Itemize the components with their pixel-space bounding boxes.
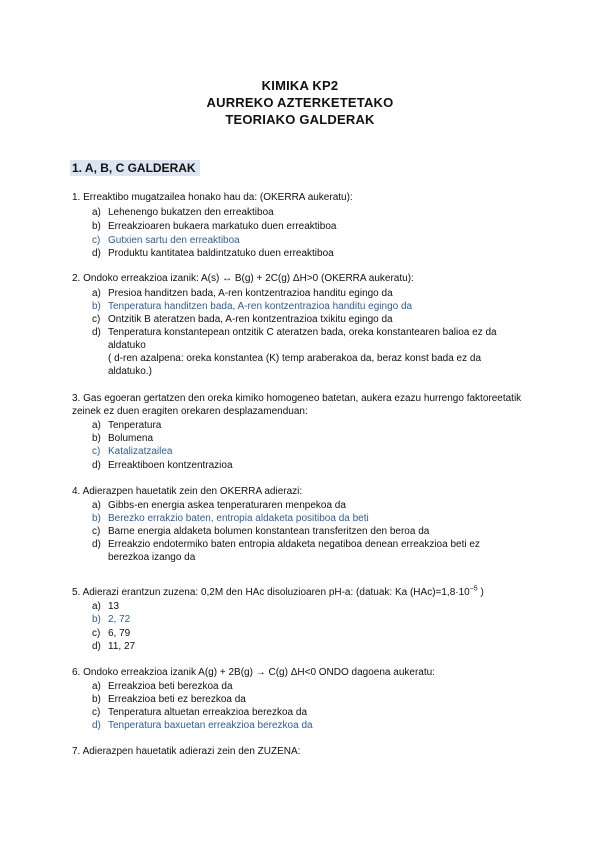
option-letter: d) [92,460,101,471]
question-7: 7. Adierazpen hauetatik adierazi zein den ZUZENA: [72,746,301,757]
option-text: Erreakzioa beti berezkoa da [108,681,233,692]
option-letter: a) [92,207,101,218]
option-letter: b) [92,301,101,312]
option-letter: b) [92,433,101,444]
option-text: Tenperatura baxuetan erreakzioa berezkoa da [108,720,313,731]
exponent: −5 [469,585,478,593]
option-letter: d) [92,539,101,550]
option-text: Lehenengo bukatzen den erreaktiboa [108,207,274,218]
option-letter: c) [92,314,101,325]
option-text: Gutxien sartu den erreaktiboa [108,235,240,246]
option-text: Erreakzio endotermiko baten entropia aldaketa negatiboa denean erreakzioa beti ez berezkoa izango da [108,539,480,563]
q2-explanation-note: ( d-ren azalpena: oreka konstantea (K) temp araberakoa da, beraz konst bada ez da aldatuko.) [108,353,482,377]
option-text: Produktu kantitatea baldintzatuko duen erreaktiboa [108,248,334,259]
option-letter: c) [92,235,101,246]
option-text: Presioa handitzen bada, A-ren kontzentrazioa handitu egingo da [108,288,393,299]
option-letter: d) [92,720,101,731]
option-letter: c) [92,707,101,718]
option-text: 13 [108,601,120,612]
option-text: Tenperatura [108,420,162,431]
question-2: 2. Ondoko erreakzioa izanik: A(s) ↔ B(g) + 2C(g) ΔH>0 (OKERRA aukeratu): [72,273,414,284]
question-3: 3. Gas egoeran gertatzen den oreka kimiko homogeneo batetan, aukera ezazu hurrengo faktoreetatik zeinek ez duen eragiten orekaren desplazamenduan: [72,393,522,417]
question-5-text-end: ) [477,587,484,598]
option-text: Tenperatura konstantepean ontzitik C ateratzen bada, oreka konstantearen balioa ez da aldatuko [108,327,497,351]
section-heading: 1. A, B, C GALDERAK [70,160,200,176]
option-text: Katalizatzailea [108,446,173,457]
option-text: Tenperatura altuetan erreakzioa berezkoa da [108,707,308,718]
question-5-text: 5. Adierazi erantzun zuzena: 0,2M den HAc disoluzioaren pH-a: (datuak: Ka (HAc)=1,8·10 [72,587,470,598]
question-4: 4. Adierazpen hauetatik zein den OKERRA adierazi: [72,486,303,497]
doc-title-line-1: KIMIKA KP2 [261,78,339,93]
doc-title-line-3: TEORIAKO GALDERAK [225,112,375,127]
question-1: 1. Erreaktibo mugatzailea honako hau da: (OKERRA aukeratu): [72,192,353,203]
question-5 [72,586,562,599]
option-text: Tenperatura handitzen bada, A-ren kontzentrazioa handitu egingo da [108,301,413,312]
doc-title-line-2: AURREKO AZTERKETETAKO [206,95,394,110]
option-letter: d) [92,641,101,652]
option-letter: a) [92,288,101,299]
option-letter: b) [92,221,101,232]
option-text: Erreakzioaren bukaera markatuko duen erreaktiboa [108,221,337,232]
option-letter: c) [92,526,101,537]
option-letter: a) [92,681,101,692]
option-letter: d) [92,327,101,338]
option-text: Gibbs-en energia askea tenperaturaren menpekoa da [108,500,346,511]
option-letter: c) [92,628,101,639]
option-text: 11, 27 [108,641,136,652]
option-letter: c) [92,446,101,457]
option-letter: a) [92,420,101,431]
question-6: 6. Ondoko erreakzioa izanik A(g) + 2B(g) → C(g) ΔH<0 ONDO dagoena aukeratu: [72,667,435,678]
option-text: Bolumena [108,433,154,444]
option-text: 2, 72 [108,614,131,625]
option-letter: a) [92,601,101,612]
option-text: Berezko errakzio baten, entropia aldaketa positiboa da beti [108,513,369,524]
option-text: Erreakzioa beti ez berezkoa da [108,694,246,705]
option-letter: b) [92,513,101,524]
option-text: Barne energia aldaketa bolumen konstantean transferitzen den beroa da [108,526,430,537]
option-letter: d) [92,248,101,259]
option-letter: b) [92,694,101,705]
option-letter: a) [92,500,101,511]
option-text: 6, 79 [108,628,131,639]
option-text: Erreaktiboen kontzentrazioa [108,460,233,471]
option-text: Ontzitik B ateratzen bada, A-ren kontzentrazioa txikitu egingo da [108,314,393,325]
option-letter: b) [92,614,101,625]
